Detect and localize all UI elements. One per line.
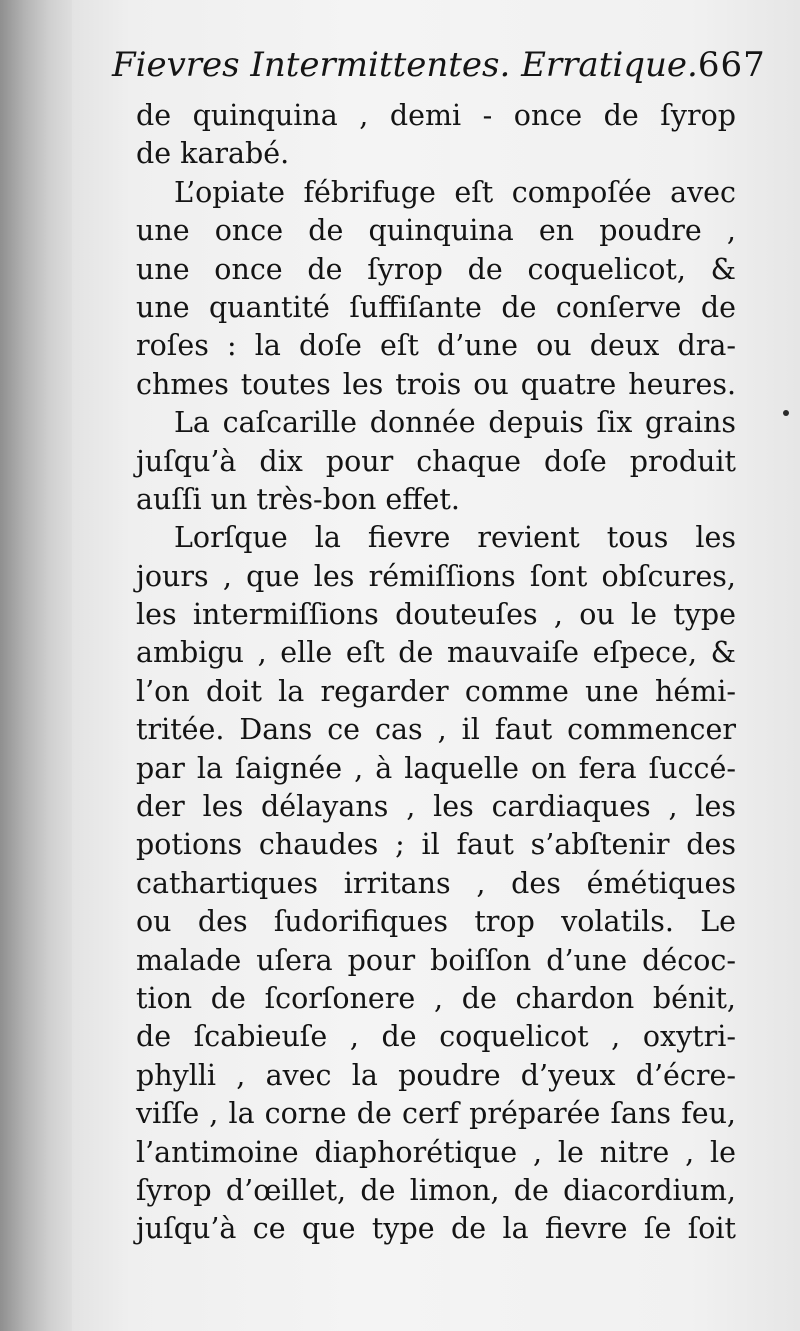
- text-line: tion de ſcorſonere , de chardon bénit,: [136, 981, 736, 1015]
- text-line: viſſe , la corne de cerf préparée ſans feu,: [136, 1097, 736, 1131]
- text-line: cathartiques irritans , des émétiques: [136, 866, 736, 900]
- text-line: jours , que les rémiſſions ſont obſcures,: [136, 559, 736, 593]
- margin-ink-dot: [783, 410, 789, 416]
- text-line: phylli , avec la poudre d’yeux d’écre-: [136, 1058, 736, 1092]
- text-line: Lorſque la fievre revient tous les: [174, 521, 736, 555]
- text-line: l’on doit la regarder comme une hémi-: [136, 674, 736, 708]
- body-text: [136, 97, 736, 1249]
- text-line: der les délayans , les cardiaques , les: [136, 790, 736, 824]
- text-line: chmes toutes les trois ou quatre heures.: [136, 367, 736, 401]
- text-line: tritée. Dans ce cas , il faut commencer: [136, 713, 736, 747]
- text-line: potions chaudes ; il faut s’abſtenir des: [136, 828, 736, 862]
- text-line: une once de quinquina en poudre ,: [136, 214, 736, 248]
- text-line: auſſi un très-bon effet.: [136, 482, 460, 516]
- text-line: malade uſera pour boiſſon d’une décoc-: [136, 943, 736, 977]
- text-line: La caſcarille donnée depuis ſix grains: [174, 406, 736, 440]
- page-number: 667: [697, 45, 766, 85]
- text-line: par la ſaignée , à laquelle on fera ſuccé-: [136, 751, 736, 785]
- running-head-title: Fievres Intermittentes. Erratique.: [112, 45, 698, 85]
- page-gutter-shadow: [0, 0, 72, 1331]
- text-line: une once de ſyrop de coquelicot, &: [136, 252, 736, 286]
- text-line: ambigu , elle eſt de mauvaiſe eſpece, &: [136, 636, 736, 670]
- text-line: ou des ſudorifiques trop volatils. Le: [136, 905, 736, 939]
- running-head: [112, 45, 766, 95]
- text-line: de quinquina , demi - once de ſyrop: [136, 99, 736, 132]
- text-line: une quantité ſuffiſante de conſerve de: [136, 290, 736, 324]
- book-page: [72, 0, 800, 1331]
- text-line: de ſcabieuſe , de coquelicot , oxytri-: [136, 1020, 736, 1054]
- text-line: de karabé.: [136, 137, 290, 171]
- text-line: les intermiſſions douteuſes , ou le type: [136, 598, 736, 632]
- text-line: ſyrop d’œillet, de limon, de diacordium,: [136, 1173, 736, 1207]
- text-line: roſes : la doſe eſt d’une ou deux dra-: [136, 329, 736, 363]
- text-line: l’antimoine diaphorétique , le nitre , le: [136, 1135, 736, 1169]
- text-line: L’opiate fébrifuge eſt compoſée avec: [174, 175, 736, 209]
- text-line: juſqu’à ce que type de la fievre ſe ſoit: [136, 1212, 736, 1246]
- text-line: juſqu’à dix pour chaque doſe produit: [136, 444, 736, 478]
